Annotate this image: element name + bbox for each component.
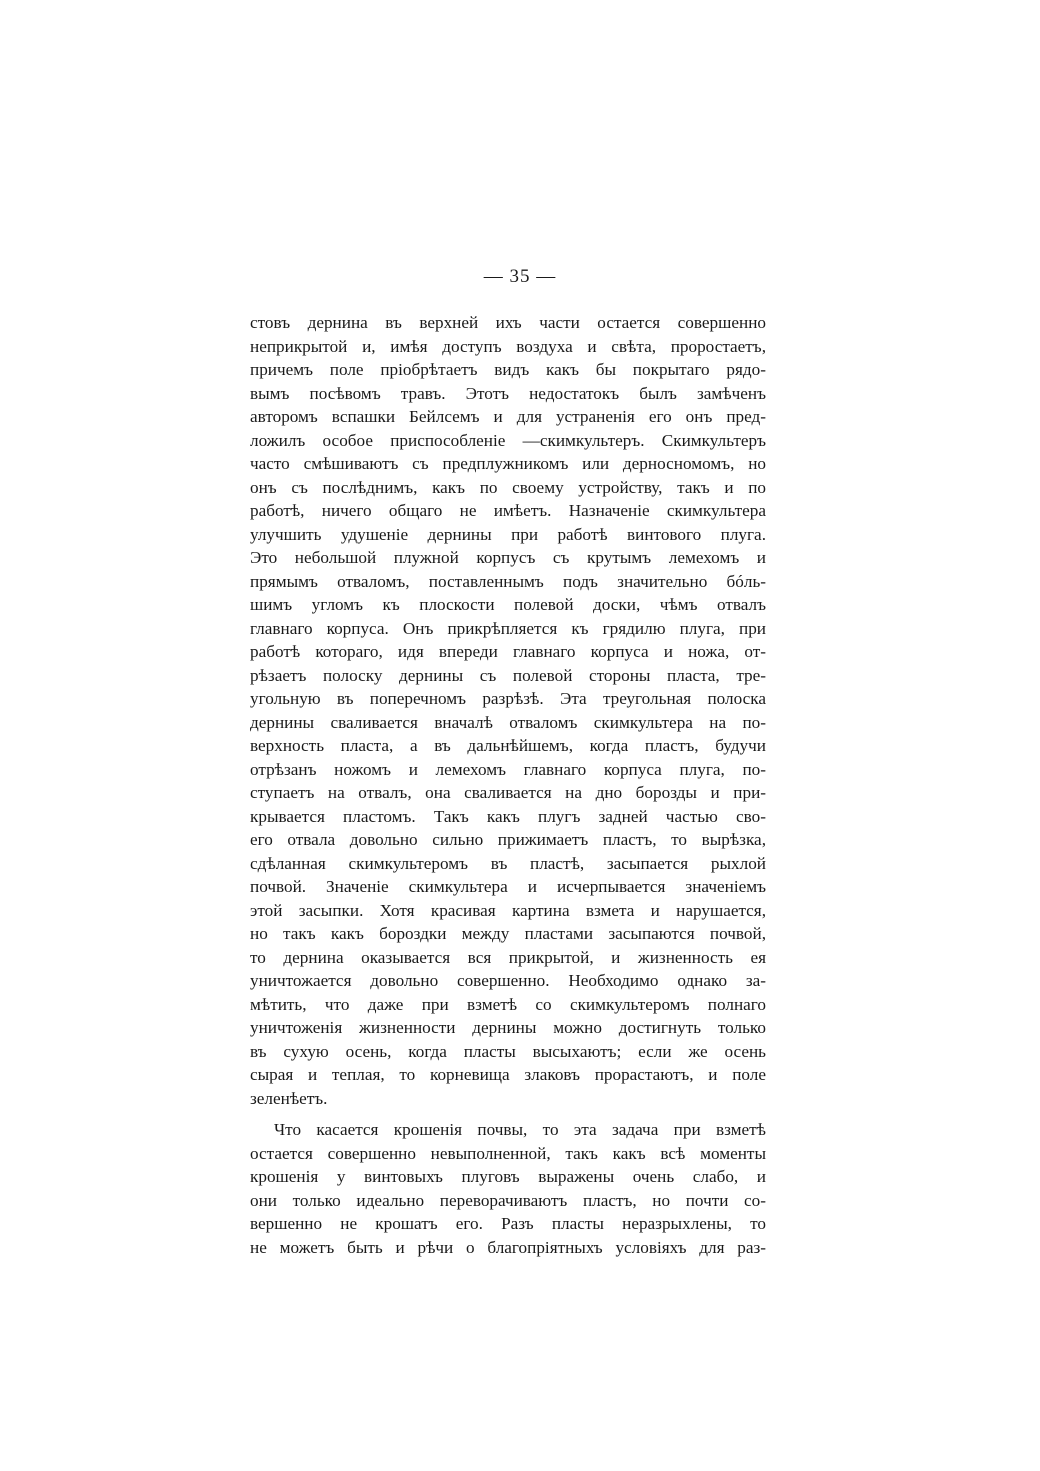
text-line: вершенно не крошатъ его. Разъ пласты неразрыхлены, то	[250, 1214, 766, 1233]
page-number: — 35 —	[483, 266, 557, 287]
text-line: зеленѣетъ.	[250, 1088, 328, 1108]
text-line: мѣтить, что даже при взметѣ со скимкультеромъ полнаго	[250, 994, 766, 1014]
text-line: рѣзаетъ полоску дернины съ полевой стороны пласта, тре-	[250, 665, 766, 685]
text-line: верхность пласта, а въ дальнѣйшемъ, когда пластъ, будучи	[250, 736, 766, 755]
text-line: часто смѣшиваютъ съ предплужникомъ или дерносномомъ, но	[250, 454, 766, 473]
text-line: въ сухую осень, когда пласты высыхаютъ; если же осень	[250, 1041, 766, 1061]
text-line: крывается пластомъ. Такъ какъ плугъ задней частью сво-	[250, 806, 766, 826]
text-line: Это небольшой плужной корпусъ съ крутымъ лемехомъ и	[250, 548, 766, 567]
text-line: неприкрытой и, имѣя доступъ воздуха и свѣта, проростаетъ,	[250, 336, 766, 356]
paragraph	[250, 311, 766, 1110]
text-line: вымъ посѣвомъ травъ. Этотъ недостатокъ былъ замѣченъ	[250, 383, 766, 403]
text-line: крошенія у винтовыхъ плуговъ выражены очень слабо, и	[250, 1167, 766, 1186]
text-line: уничтожается довольно совершенно. Необходимо однако за-	[250, 971, 766, 990]
text-line: они только идеально переворачиваютъ пластъ, но почти со-	[250, 1190, 766, 1210]
text-line: работѣ, ничего общаго не имѣетъ. Назначеніе скимкультера	[250, 501, 766, 520]
text-line: шимъ угломъ къ плоскости полевой доски, чѣмъ отвалъ	[250, 595, 766, 614]
text-line: уничтоженія жизненности дернины можно достигнуть только	[250, 1018, 766, 1037]
text-line: сырая и теплая, то корневища злаковъ прорастаютъ, и поле	[250, 1065, 766, 1084]
text-line: но такъ какъ бороздки между пластами засыпаются почвой,	[250, 924, 766, 943]
paragraph	[250, 1118, 766, 1259]
text-line: улучшить удушеніе дернины при работѣ винтового плуга.	[250, 524, 766, 544]
text-line: его отвала довольно сильно прижимаетъ пластъ, то вырѣзка,	[250, 830, 766, 849]
text-line: авторомъ вспашки Бейлсемъ и для устраненія его онъ пред-	[250, 407, 766, 426]
text-line: дернины сваливается вначалѣ отваломъ скимкультера на по-	[250, 712, 766, 732]
text-line: угольную въ поперечномъ разрѣзѣ. Эта треугольная полоска	[250, 689, 766, 708]
text-line: то дернина оказывается вся прикрытой, и жизненность ея	[250, 947, 766, 967]
paragraph-gap	[250, 1110, 766, 1118]
text-line: отрѣзанъ ножомъ и лемехомъ главнаго корпуса плуга, по-	[250, 759, 766, 779]
text-line: Что касается крошенія почвы, то эта задача при взметѣ	[274, 1120, 766, 1139]
text-line: главнаго корпуса. Онъ прикрѣпляется къ грядилю плуга, при	[250, 618, 766, 638]
text-line: причемъ поле пріобрѣтаетъ видъ какъ бы покрытаго рядо-	[250, 360, 766, 379]
text-line: не можетъ быть и рѣчи о благопріятныхъ условіяхъ для раз-	[250, 1237, 766, 1257]
text-line: стовъ дернина въ верхней ихъ части остается совершенно	[250, 313, 766, 332]
text-line: почвой. Значеніе скимкультера и исчерпывается значеніемъ	[250, 877, 766, 896]
body-text	[250, 311, 766, 1259]
text-line: онъ съ послѣднимъ, какъ по своему устройству, такъ и по	[250, 477, 766, 497]
text-line: сдѣланная скимкультеромъ въ пластѣ, засыпается рыхлой	[250, 853, 766, 873]
text-line: работѣ котораго, идя впереди главнаго корпуса и ножа, от-	[250, 642, 766, 661]
text-line: этой засыпки. Хотя красивая картина взмета и нарушается,	[250, 900, 766, 920]
text-line: ступаетъ на отвалъ, она сваливается на дно борозды и при-	[250, 783, 766, 802]
text-line: ложилъ особое приспособленіе —скимкультеръ. Скимкультеръ	[250, 430, 766, 450]
text-line: остается совершенно невыполненной, такъ какъ всѣ моменты	[250, 1143, 766, 1163]
text-line: прямымъ отваломъ, поставленнымъ подъ значительно бóль-	[250, 571, 766, 591]
